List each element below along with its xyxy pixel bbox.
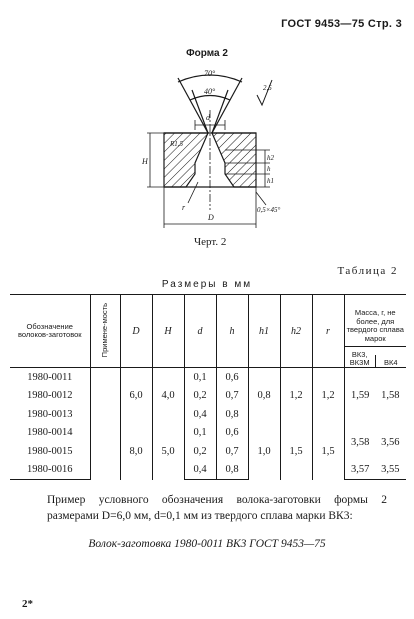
col-mass: Масса, г, не более, для твердого сплава марок ВК3, ВК3М ВК4 bbox=[344, 295, 406, 368]
dim-h-label: h bbox=[267, 165, 271, 173]
table-cell bbox=[90, 368, 120, 480]
cell-designation: 1980-0016 bbox=[10, 461, 90, 480]
roughness-label: 2,5 bbox=[263, 84, 272, 92]
cell-designation: 1980-0014 bbox=[27, 427, 73, 439]
table-cell: 0,8 bbox=[216, 405, 248, 424]
table-cell: 0,2 bbox=[184, 442, 216, 461]
table-cell: 1,2 bbox=[280, 368, 312, 424]
figure-caption: Черт. 2 bbox=[194, 236, 227, 248]
col-designation: Обозначение волоков-заготовок bbox=[10, 295, 90, 368]
col-vk4: ВК4 bbox=[375, 355, 406, 367]
table-header-row bbox=[10, 295, 406, 368]
table-row bbox=[10, 424, 406, 443]
dim-r-label: r bbox=[182, 203, 186, 212]
table-cell: 6,0 bbox=[120, 368, 152, 424]
table-cell: 0,6 bbox=[216, 368, 248, 387]
table-cell: 1,5 bbox=[312, 424, 344, 480]
table-cell: 1,5 bbox=[280, 424, 312, 480]
col-r: r bbox=[312, 295, 344, 368]
table-cell: 1,0 bbox=[248, 424, 280, 480]
table-row bbox=[10, 461, 406, 480]
table-cell: 0,1 bbox=[184, 424, 216, 443]
col-h1: h1 bbox=[248, 295, 280, 368]
table-cell: 0,8 bbox=[248, 368, 280, 424]
table-row bbox=[10, 368, 406, 387]
table-cell: 0,7 bbox=[216, 387, 248, 406]
cell-designation: 1980-0011 bbox=[27, 371, 73, 383]
die-drawing bbox=[120, 60, 320, 238]
table-cell: 0,8 bbox=[216, 461, 248, 480]
dim-h2-label: h2 bbox=[267, 154, 274, 162]
table-cell: 0,4 bbox=[184, 405, 216, 424]
cell-designation: 1980-0013 bbox=[27, 408, 73, 420]
table-cell: 0,2 bbox=[184, 387, 216, 406]
dim-D-label: D bbox=[208, 213, 214, 222]
figure-title: Форма 2 bbox=[186, 48, 228, 59]
table-cell: 1,59 1,58 bbox=[344, 368, 406, 424]
dim-H-label: H bbox=[142, 157, 148, 166]
table-cell: 4,0 bbox=[152, 368, 184, 424]
page-header: ГОСТ 9453—75 Стр. 3 bbox=[281, 18, 402, 30]
page-mark: 2* bbox=[22, 598, 33, 610]
table-cell: 3,58 3,56 bbox=[344, 424, 406, 461]
table-cell: 5,0 bbox=[152, 424, 184, 480]
dimensions-table bbox=[10, 294, 406, 480]
table-number: Таблица 2 bbox=[337, 265, 398, 277]
col-vk3: ВК3, ВК3М bbox=[349, 350, 370, 367]
table-cell: 0,1 bbox=[184, 368, 216, 387]
col-d: d bbox=[184, 295, 216, 368]
example-paragraph: Пример условного обозначения волока-заготовки формы 2 размерами D=6,0 мм, d=0,1 мм из твердого сплава марки ВК3: bbox=[47, 494, 387, 522]
col-h2: h2 bbox=[280, 295, 312, 368]
table-cell: 0,6 bbox=[216, 424, 248, 443]
col-applicability: Примене-мость bbox=[90, 295, 120, 368]
col-D: D bbox=[120, 295, 152, 368]
table-caption: Размеры в мм bbox=[161, 279, 253, 290]
example-designation: Волок-заготовка 1980-0011 ВК3 ГОСТ 9453—75 bbox=[88, 538, 326, 550]
col-h: h bbox=[216, 295, 248, 368]
table-cell: 0,4 bbox=[184, 461, 216, 480]
dim-d-label: d bbox=[206, 113, 210, 122]
chamfer-label: 0,5×45° bbox=[257, 206, 281, 214]
cell-designation: 1980-0015 bbox=[27, 445, 73, 457]
table-cell: 1,2 bbox=[312, 368, 344, 424]
table-cell: 0,7 bbox=[216, 442, 248, 461]
table-cell: 8,0 bbox=[120, 424, 152, 480]
angle-label-outer: 70° bbox=[204, 69, 216, 78]
col-H: H bbox=[152, 295, 184, 368]
dim-h1-label: h1 bbox=[267, 177, 274, 185]
table-cell: 3,57 3,55 bbox=[344, 461, 406, 480]
angle-label-inner: 40° bbox=[204, 87, 216, 96]
cell-designation: 1980-0012 bbox=[27, 390, 73, 402]
radius-label: R1,5 bbox=[170, 140, 184, 148]
